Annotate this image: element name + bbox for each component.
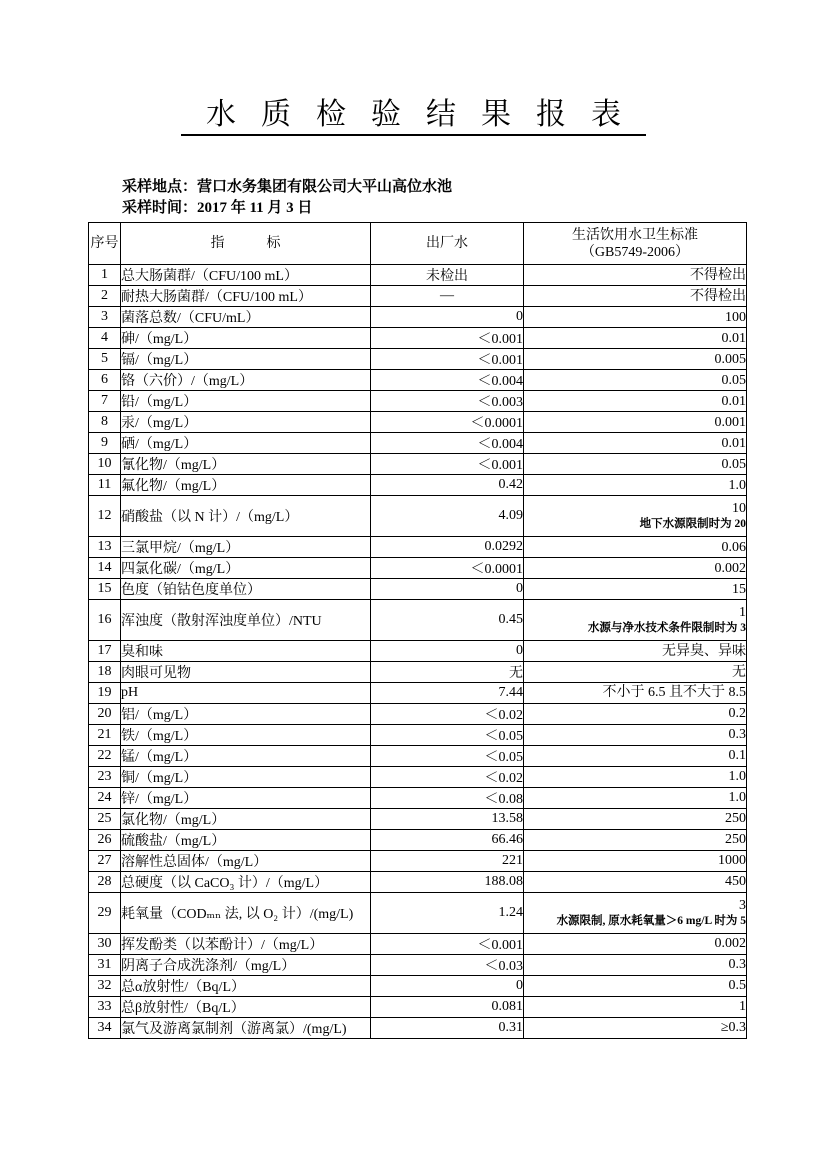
standard-cell (524, 433, 747, 454)
standard-cell (524, 558, 747, 579)
factory-value-cell: ＜0.001 (371, 349, 524, 370)
standard-cell (524, 850, 747, 871)
standard-value: 1.0 (728, 477, 746, 493)
table-row (89, 496, 747, 537)
factory-value-cell: 1.24 (371, 892, 524, 933)
standard-cell (524, 579, 747, 600)
table-row (89, 892, 747, 933)
factory-value-cell: 0.0292 (371, 537, 524, 558)
standard-value: 450 (725, 874, 746, 889)
standard-cell (524, 662, 747, 683)
factory-value-cell: ＜0.004 (371, 370, 524, 391)
row-number-cell: 6 (89, 370, 121, 391)
standard-value: 0.002 (714, 936, 746, 951)
standard-value: 无 (732, 664, 746, 680)
standard-cell (524, 537, 747, 558)
row-number-cell: 3 (89, 307, 121, 328)
table-row (89, 1017, 747, 1038)
col-header-no: 序号 (89, 223, 121, 265)
standard-note: 水源与净水技术条件限制时为 3 (587, 622, 746, 634)
standard-value: 0.05 (721, 456, 746, 472)
standard-cell (524, 808, 747, 829)
standard-value: 0.5 (728, 978, 746, 993)
indicator-cell: 耗氧量（CODₘₙ 法, 以 O₂ 计）/(mg/L) (121, 892, 371, 933)
standard-value: 0.3 (728, 727, 746, 742)
row-number-cell: 7 (89, 391, 121, 412)
factory-value-cell: ＜0.08 (371, 787, 524, 808)
indicator-cell: 砷/（mg/L） (121, 328, 371, 349)
standard-value: 15 (732, 581, 746, 597)
indicator-cell: 氟化物/（mg/L） (121, 475, 371, 496)
row-number-cell: 31 (89, 954, 121, 975)
standard-cell (524, 766, 747, 787)
factory-value-cell: — (371, 286, 524, 307)
row-number-cell: 8 (89, 412, 121, 433)
indicator-cell: 三氯甲烷/（mg/L） (121, 537, 371, 558)
standard-value: 不小于 6.5 且不大于 8.5 (602, 685, 746, 701)
standard-header-line1: 生活饮用水卫生标准 (572, 227, 698, 243)
table-row (89, 412, 747, 433)
factory-value-cell: 0 (371, 579, 524, 600)
factory-value-cell: ＜0.03 (371, 954, 524, 975)
indicator-cell: 氰化物/（mg/L） (121, 454, 371, 475)
indicator-cell: 铬（六价）/（mg/L） (121, 370, 371, 391)
standard-cell (524, 683, 747, 704)
indicator-cell: 四氯化碳/（mg/L） (121, 558, 371, 579)
table-row (89, 933, 747, 954)
indicator-cell: 铅/（mg/L） (121, 391, 371, 412)
table-row (89, 975, 747, 996)
title-block (0, 98, 827, 136)
indicator-cell: 锌/（mg/L） (121, 787, 371, 808)
standard-cell (524, 496, 747, 537)
standard-cell (524, 286, 747, 307)
standard-value: 不得检出 (690, 288, 746, 304)
standard-value: 0.1 (728, 748, 746, 763)
table-row (89, 558, 747, 579)
col-header-factory-water: 出厂水 (371, 223, 524, 265)
row-number-cell: 11 (89, 475, 121, 496)
sampling-location: 采样地点：营口水务集团有限公司大平山高位水池 (122, 179, 453, 195)
standard-cell (524, 975, 747, 996)
factory-value-cell: ＜0.02 (371, 766, 524, 787)
table-row (89, 579, 747, 600)
col-header-standard (524, 223, 747, 265)
table-row (89, 433, 747, 454)
factory-value-cell: ＜0.004 (371, 433, 524, 454)
row-number-cell: 13 (89, 537, 121, 558)
indicator-cell: 铁/（mg/L） (121, 724, 371, 745)
indicator-cell: 菌落总数/（CFU/mL） (121, 307, 371, 328)
factory-value-cell: ＜0.02 (371, 703, 524, 724)
row-number-cell: 10 (89, 454, 121, 475)
factory-value-cell: ＜0.001 (371, 454, 524, 475)
sampling-time: 采样时间：2017 年 11 月 3 日 (122, 200, 313, 216)
indicator-cell: 总大肠菌群/（CFU/100 mL） (121, 265, 371, 286)
table-row (89, 307, 747, 328)
table-row (89, 537, 747, 558)
indicator-cell: 耐热大肠菌群/（CFU/100 mL） (121, 286, 371, 307)
report-title: 水质检验结果报表 (181, 98, 646, 136)
standard-cell (524, 265, 747, 286)
table-row (89, 724, 747, 745)
standard-cell (524, 724, 747, 745)
table-row (89, 871, 747, 892)
factory-value-cell: 4.09 (371, 496, 524, 537)
indicator-cell: 氯化物/（mg/L） (121, 808, 371, 829)
indicator-cell: 肉眼可见物 (121, 662, 371, 683)
standard-value: 0.01 (721, 435, 746, 451)
standard-note: 地下水源限制时为 20 (639, 518, 746, 530)
row-number-cell: 23 (89, 766, 121, 787)
factory-value-cell: 0.081 (371, 996, 524, 1017)
table-row (89, 683, 747, 704)
indicator-cell: 挥发酚类（以苯酚计）/（mg/L） (121, 933, 371, 954)
row-number-cell: 14 (89, 558, 121, 579)
table-row (89, 328, 747, 349)
indicator-cell: 汞/（mg/L） (121, 412, 371, 433)
standard-value: 3 (739, 897, 746, 913)
standard-value: 1 (739, 999, 746, 1014)
standard-cell (524, 745, 747, 766)
standard-value: 0.2 (728, 706, 746, 721)
row-number-cell: 22 (89, 745, 121, 766)
factory-value-cell: 0.45 (371, 600, 524, 641)
standard-value: 0.05 (721, 372, 746, 388)
indicator-cell: 硝酸盐（以 N 计）/（mg/L） (121, 496, 371, 537)
standard-cell (524, 391, 747, 412)
indicator-cell: 溶解性总固体/（mg/L） (121, 850, 371, 871)
row-number-cell: 5 (89, 349, 121, 370)
standard-header-line2: （GB5749-2006） (580, 244, 690, 260)
indicator-cell: 氯气及游离氯制剂（游离氯）/(mg/L) (121, 1017, 371, 1038)
factory-value-cell: 0.31 (371, 1017, 524, 1038)
row-number-cell: 19 (89, 683, 121, 704)
standard-cell (524, 328, 747, 349)
row-number-cell: 15 (89, 579, 121, 600)
standard-value: 10 (732, 501, 746, 516)
indicator-cell: 镉/（mg/L） (121, 349, 371, 370)
standard-cell (524, 871, 747, 892)
standard-cell (524, 954, 747, 975)
row-number-cell: 2 (89, 286, 121, 307)
row-number-cell: 9 (89, 433, 121, 454)
row-number-cell: 17 (89, 641, 121, 662)
indicator-cell: 总硬度（以 CaCO₃ 计）/（mg/L） (121, 871, 371, 892)
table-row (89, 662, 747, 683)
standard-value: 1.0 (728, 769, 746, 784)
indicator-cell: 色度（铂钴色度单位） (121, 579, 371, 600)
indicator-cell: 锰/（mg/L） (121, 745, 371, 766)
row-number-cell: 33 (89, 996, 121, 1017)
standard-cell (524, 829, 747, 850)
standard-value: 0.002 (714, 560, 746, 576)
standard-cell (524, 370, 747, 391)
standard-cell (524, 703, 747, 724)
table-row (89, 370, 747, 391)
standard-value: 不得检出 (690, 267, 746, 283)
row-number-cell: 18 (89, 662, 121, 683)
standard-cell (524, 1017, 747, 1038)
table-row (89, 349, 747, 370)
standard-value: 1.0 (728, 790, 746, 805)
row-number-cell: 25 (89, 808, 121, 829)
row-number-cell: 20 (89, 703, 121, 724)
factory-value-cell: ＜0.0001 (371, 558, 524, 579)
row-number-cell: 30 (89, 933, 121, 954)
standard-cell (524, 996, 747, 1017)
row-number-cell: 21 (89, 724, 121, 745)
standard-cell (524, 307, 747, 328)
table-row (89, 600, 747, 641)
table-row (89, 829, 747, 850)
table-row (89, 954, 747, 975)
factory-value-cell: 0 (371, 641, 524, 662)
standard-cell (524, 641, 747, 662)
standard-value: ≥0.3 (720, 1020, 746, 1035)
standard-value: 无异臭、异味 (662, 643, 746, 659)
indicator-cell: 硒/（mg/L） (121, 433, 371, 454)
factory-value-cell: ＜0.0001 (371, 412, 524, 433)
factory-value-cell: ＜0.001 (371, 933, 524, 954)
standard-value: 250 (725, 832, 746, 847)
table-row (89, 745, 747, 766)
indicator-cell: 阴离子合成洗涤剂/（mg/L） (121, 954, 371, 975)
standard-cell (524, 892, 747, 933)
table-row (89, 641, 747, 662)
standard-value: 250 (725, 811, 746, 826)
table-row (89, 703, 747, 724)
standard-value: 1 (739, 605, 746, 620)
col-header-indicator: 指 标 (121, 223, 371, 265)
row-number-cell: 24 (89, 787, 121, 808)
factory-value-cell: 7.44 (371, 683, 524, 704)
standard-value: 0.3 (728, 957, 746, 972)
factory-value-cell: 无 (371, 662, 524, 683)
indicator-cell: pH (121, 683, 371, 704)
table-row (89, 265, 747, 286)
standard-value: 0.01 (721, 393, 746, 409)
table-row (89, 286, 747, 307)
standard-cell (524, 412, 747, 433)
indicator-cell: 总α放射性/（Bq/L） (121, 975, 371, 996)
standard-value: 1000 (718, 853, 746, 868)
factory-value-cell: 66.46 (371, 829, 524, 850)
standard-value: 0.01 (721, 330, 746, 346)
factory-value-cell: 221 (371, 850, 524, 871)
table-row (89, 808, 747, 829)
indicator-cell: 浑浊度（散射浑浊度单位）/NTU (121, 600, 371, 641)
row-number-cell: 4 (89, 328, 121, 349)
row-number-cell: 26 (89, 829, 121, 850)
factory-value-cell: ＜0.001 (371, 328, 524, 349)
factory-value-cell: 0 (371, 975, 524, 996)
indicator-cell: 总β放射性/（Bq/L） (121, 996, 371, 1017)
row-number-cell: 28 (89, 871, 121, 892)
standard-cell (524, 454, 747, 475)
row-number-cell: 34 (89, 1017, 121, 1038)
factory-value-cell: 13.58 (371, 808, 524, 829)
row-number-cell: 1 (89, 265, 121, 286)
table-row (89, 391, 747, 412)
standard-value: 0.06 (721, 539, 746, 555)
factory-value-cell: ＜0.05 (371, 745, 524, 766)
standard-cell (524, 349, 747, 370)
standard-note: 水源限制, 原水耗氧量＞6 mg/L 时为 5 (556, 914, 746, 927)
standard-cell (524, 600, 747, 641)
row-number-cell: 12 (89, 496, 121, 537)
standard-value: 0.001 (714, 414, 746, 430)
row-number-cell: 16 (89, 600, 121, 641)
table-row (89, 766, 747, 787)
table-header-row (89, 223, 747, 265)
table-row (89, 850, 747, 871)
standard-cell (524, 475, 747, 496)
table-row (89, 454, 747, 475)
standard-value: 100 (725, 309, 746, 325)
indicator-cell: 硫酸盐/（mg/L） (121, 829, 371, 850)
table-row (89, 787, 747, 808)
factory-value-cell: ＜0.003 (371, 391, 524, 412)
sampling-info (122, 177, 452, 219)
standard-cell (524, 787, 747, 808)
indicator-cell: 铜/（mg/L） (121, 766, 371, 787)
standard-cell (524, 933, 747, 954)
table-row (89, 475, 747, 496)
row-number-cell: 32 (89, 975, 121, 996)
factory-value-cell: 0 (371, 307, 524, 328)
row-number-cell: 29 (89, 892, 121, 933)
row-number-cell: 27 (89, 850, 121, 871)
results-table (88, 222, 747, 1039)
table-row (89, 996, 747, 1017)
factory-value-cell: 0.42 (371, 475, 524, 496)
indicator-cell: 臭和味 (121, 641, 371, 662)
factory-value-cell: 188.08 (371, 871, 524, 892)
factory-value-cell: ＜0.05 (371, 724, 524, 745)
factory-value-cell: 未检出 (371, 265, 524, 286)
standard-value: 0.005 (714, 351, 746, 367)
indicator-cell: 铝/（mg/L） (121, 703, 371, 724)
